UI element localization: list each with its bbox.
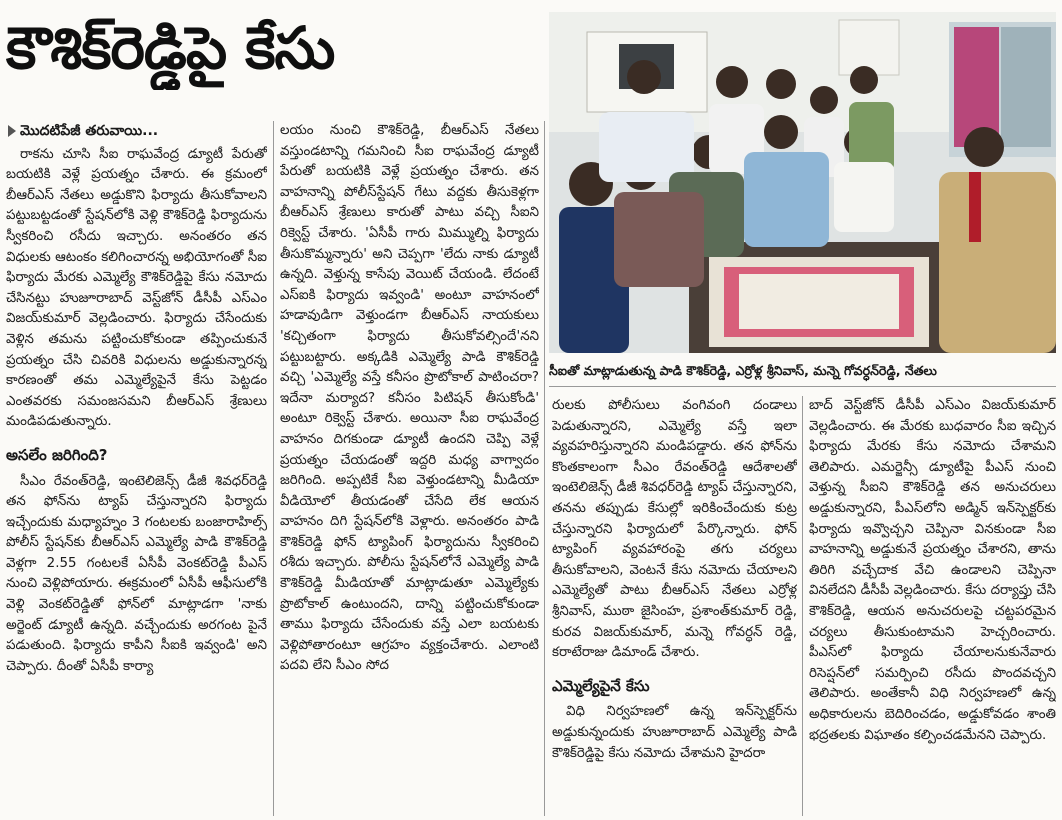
paragraph: రాకను చూసి సీఐ రాఘవేంద్ర డ్యూటీ పేరుతో బయటికి వెళ్లే ప్రయత్నం చేశారు. ఈ క్రమంలో బీఆర్ఎస్ నేతలు అడ్డుకొని ఫిర్యాదు తీసుకోవాలని పట్టుబట్టడంతో స్టేషన్‌లోకి వెళ్లి కౌశిక్‌రెడ్డి ఫిర్యాదును స్వీకరించి రసీదు ఇచ్చారు. అనంతరం తన విధులకు ఆటంకం కలిగించారన్న అభియోగంతో సీఐ ఫిర్యాదు మేరకు ఎమ్మెల్యే కౌశిక్‌రెడ్డిపై కేసు నమోదు చేసినట్టు హుజూరాబాద్ వెస్ట్‌జోన్ డీసీపీ ఎస్ఎం విజయ్‌కుమార్ వెల్లడించారు. ఫిర్యాదు చేసేందుకు వెళ్లిన తమను పట్టించుకోకుండా తప్పించుకునే ప్రయత్నం చేసి చివరికి విధులను అడ్డుకున్నారన్న కారణంతో తమ ఎమ్మెల్యేపైనే కేసు పెట్టడం ఎంతవరకు సమంజసమని బీఆర్ఎస్ శ్రేణులు మండిపడుతున్నారు. (6, 146, 267, 430)
headline: కౌశిక్‌రెడ్డిపై కేసు (6, 14, 335, 82)
article-column-1 (6, 121, 267, 816)
paragraph: సీఎం రేవంత్‌రెడ్డి, ఇంటెలిజెన్స్ డీజీ శివధర్‌రెడ్డి తన ఫోన్‌ను ట్యాప్ చేస్తున్నారని ఫిర్యాదు ఇచ్చేందుకు మధ్యాహ్నం 3 గంటలకు బంజారాహిల్స్ పోలీస్ స్టేషన్‌కు బీఆర్ఎస్ ఎమ్మెల్యే పాడి కౌశిక్‌రెడ్డి వెళ్లగా 2.55 గంటలకే ఏసీపీ వెంకట్‌రెడ్డి పీఎస్ నుంచి వెళ్లిపోయారు. ఈక్రమంలో ఏసీపీ ఆఫీసులోకి వెళ్లి వెంకట్‌రెడ్డితో ఫోన్‌లో మాట్లాడగా 'నాకు అర్జెంట్ డ్యూటీ ఉన్నది. వచ్చేందుకు అరగంట పైనే పడుతుంది. ఫిర్యాదు కాపీని సీఐకి ఇవ్వండి' అని చెప్పారు. దీంతో ఏసీపీ కార్యా (6, 473, 267, 674)
continuation-marker (6, 121, 267, 142)
paragraph: బాద్ వెస్ట్‌జోన్ డీసీపీ ఎస్ఎం విజయ్‌కుమార్ వెల్లడించారు. ఈ మేరకు బుధవారం సీఐ ఇచ్చిన ఫిర్యాదు మేరకు కేసు నమోదు చేశామని తెలిపారు. ఎమర్జెన్సీ డ్యూటీపై పీఎస్ నుంచి వెళ్తున్న సీఐని కౌశిక్‌రెడ్డి తన అనుచరులు అడ్డుకున్నారని, పీఎస్‌లోని అడ్మిన్ ఇన్‌స్పెక్టర్‌కు ఫిర్యాదు ఇవ్వొచ్చని చెప్పినా వినకుండా సీఐ వాహనాన్ని అడ్డుకునే ప్రయత్నం చేశారని, తాను తిరిగి వచ్చేదాక వేచి ఉండాలని చెప్పినా వినలేదని డీసీపీ వెల్లడించారు. కేసు దర్యాప్తు చేసి కౌశిక్‌రెడ్డి, ఆయన అనుచరులపై చట్టపరమైన చర్యలు తీసుకుంటామని హెచ్చరించారు. పీఎస్‌లో ఫిర్యాదు చేయాలనుకునేవారు రిసెప్షన్‌లో సమర్పించి రసీదు పొందవచ్చని తెలిపారు. అంతేకానీ విధి నిర్వహణలో ఉన్న అధికారులను బెదిరించడం, అడ్డుకోవడం శాంతి భద్రతలకు విఘాతం కల్పించడమేనని చెప్పారు. (809, 398, 1056, 743)
subheading: ఎమ్మెల్యేపైనే కేసు (552, 676, 650, 695)
paragraph: రులకు పోలీసులు వంగివంగి దండాలు పెడుతున్నారని, ఎమ్మెల్యే వస్తే ఇలా వ్యవహరిస్తున్నారని మండిపడ్డారు. తన ఫోన్‌ను కొంతకాలంగా సీఎం రేవంత్‌రెడ్డి ఆదేశాలతో ఇంటెలిజెన్స్ డీజీ శివధర్‌రెడ్డి ట్యాప్ చేస్తున్నారని, తనను తప్పుడు కేసుల్లో ఇరికించేందుకు కుట్ర చేస్తున్నారని ఫిర్యాదులో పేర్కొన్నారు. ఫోన్ ట్యాపింగ్ వ్యవహారంపై తగు చర్యలు తీసుకోవాలని, వెంటనే కేసు నమోదు చేయాలని ఎమ్మెల్యేతో పాటు బీఆర్ఎస్ నేతలు ఎర్రోళ్ల శ్రీనివాస్, ముఠా జైసింహ, ప్రశాంత్‌కుమార్ రెడ్డి, కురవ విజయ్‌కుమార్, మన్నె గోవర్ధన్ రెడ్డి, కరాటేరాజు డిమాండ్ చేశారు. (552, 398, 797, 661)
column-divider (802, 396, 803, 816)
column-divider (544, 121, 545, 816)
news-photo (549, 12, 1056, 353)
paragraph: లయం నుంచి కౌశిక్‌రెడ్డి, బీఆర్ఎస్ నేతలు వస్తుండటాన్ని గమనించి సీఐ రాఘవేంద్ర డ్యూటీ పేరుతో బయటికి వెళ్లే ప్రయత్నం చేశారు. తన వాహనాన్ని పోలీస్‌స్టేషన్ గేటు వద్దకు తీసుకెళ్లగా బీఆర్ఎస్ శ్రేణులు కారుతో పాటు వచ్చి సీఐని రిక్వెస్ట్ చేశారు. 'ఏసీపీ గారు మిమ్ముల్ని ఫిర్యాదు తీసుకొమ్మన్నారు' అని చెప్పగా 'లేదు నాకు డ్యూటీ ఉన్నది. వెళ్తున్న కాసేపు వెయిట్ చేయండి. లేదంటే ఎస్ఐకి ఫిర్యాదు ఇవ్వండి' అంటూ వాహనంలో హడావుడిగా వెళ్తుండగా బీఆర్ఎస్ నాయకులు 'కచ్చితంగా ఫిర్యాదు తీసుకోవల్సిందే'నని పట్టుబట్టారు. అక్కడికి ఎమ్మెల్యే పాడి కౌశిక్‌రెడ్డి వచ్చి 'ఎమ్మెల్యే వస్తే కనీసం ప్రొటోకాల్ పాటించరా? ఇదేనా మర్యాద? కనీసం పిటిషన్ తీసుకోండి' అంటూ రిక్వెస్ట్ చేశారు. అయినా సీఐ రాఘవేంద్ర వాహనం దిగకుండా డ్యూటీ ఉందని చెప్పి వెళ్లే ప్రయత్నం చేయడంతో ఇద్దరి మధ్య వాగ్వాదం జరిగింది. అప్పటికే సీఐ వెళ్తుండటాన్ని మీడియా వీడియోలో తీయడంతో చేసేది లేక ఆయన వాహనం దిగి స్టేషన్‌లోకి వెళ్లారు. అనంతరం పాడి కౌశిక్‌రెడ్డి ఫోన్ ట్యాపింగ్ ఫిర్యాదును స్వీకరించి రశీదు ఇచ్చారు. పోలీసు స్టేషన్‌లోనే ఎమ్మెల్యే పాడి కౌశిక్‌రెడ్డి మీడియాతో మాట్లాడుతూ ఎమ్మెల్యేకు ప్రొటోకాల్ ఉంటుందని, దాన్ని పట్టించుకోకుండా తాము ఫిర్యాదు చేసేందుకు వస్తే ఎలా బయటకు వెళ్లిపోతారంటూ ఆగ్రహం వ్యక్తంచేశారు. ఎలాంటి పదవి లేని సీఎం సోద (280, 123, 539, 674)
article-column-4 (809, 396, 1056, 816)
photo-caption: సీఐతో మాట్లాడుతున్న పాడి కౌశిక్‌రెడ్డి, ఎర్రోళ్ల శ్రీనివాస్, మన్నె గోవర్ధన్‌రెడ్డి, నేతలు (549, 356, 1056, 387)
triangle-right-icon (8, 125, 16, 137)
paragraph: విధి నిర్వహణలో ఉన్న ఇన్‌స్పెక్టర్‌ను అడ్డుకున్నందుకు హుజూరాబాద్ ఎమ్మెల్యే పాడి కౌశిక్‌రెడ్డిపై కేసు నమోదు చేశామని హైదరా (552, 704, 797, 761)
subheading: అసలేం జరిగింది? (6, 445, 108, 464)
article-column-3 (552, 396, 797, 816)
article-column-2 (280, 121, 539, 816)
column-divider (273, 121, 274, 816)
continuation-label: మొదటిపేజీ తరువాయి... (20, 123, 159, 139)
